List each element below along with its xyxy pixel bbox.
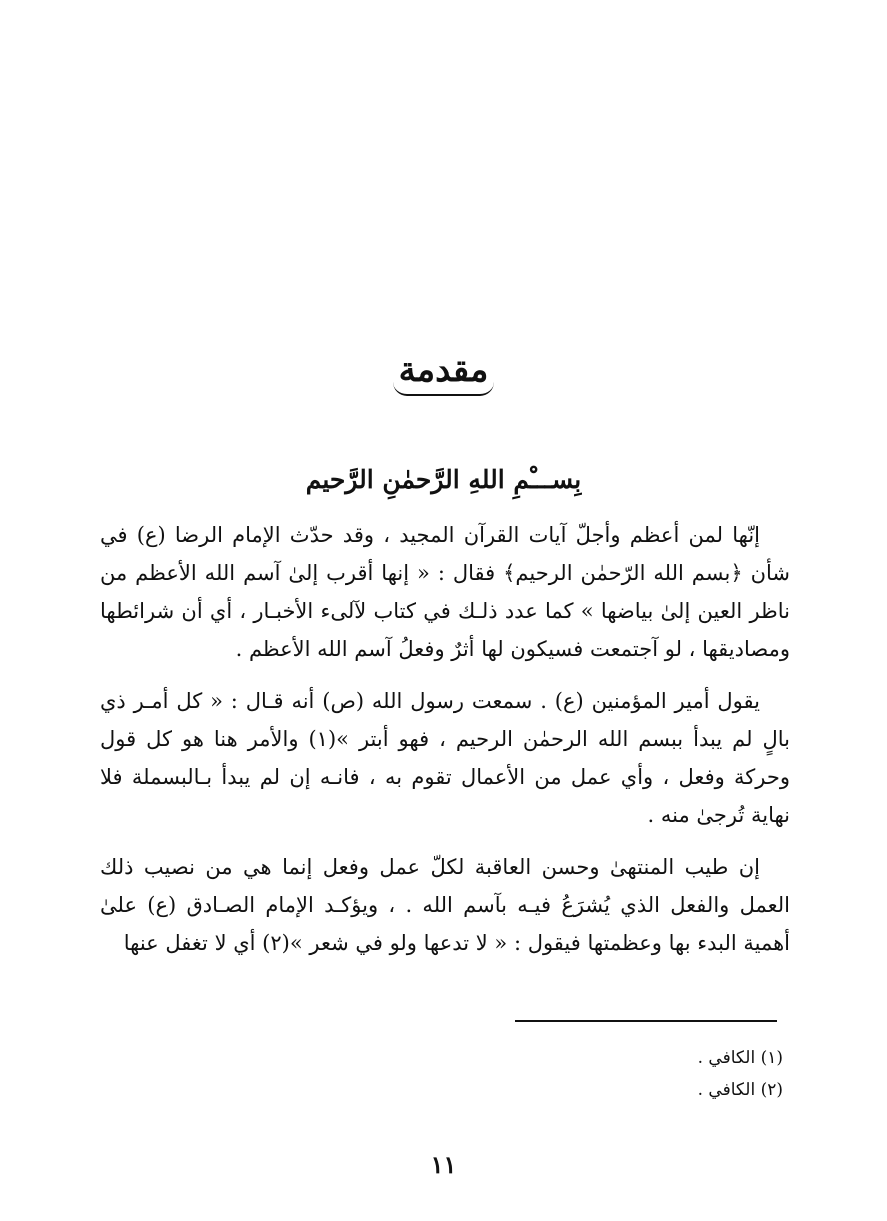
paragraph-text: إنّها لمن أعظم وأجلّ آيات القرآن المجيد ، وقد حدّث الإمام الرضا (ع) في شأن ﴿بسم الله الرّحمٰن الرحيم﴾ فقال : « إنها أقرب إلىٰ آسم الله الأعظم من ناظر العين إلىٰ بياضها » كما عدد ذلـك في كتاب لآلىء الأخبـار ، أي أن شرائطها ومصاديقها ، لو آجتمعت فسيكون لها أثرٌ وفعلُ آسم الله الأعظم . (100, 523, 790, 661)
footnote-2: (٢) الكافي . (697, 1080, 783, 1100)
paragraph-text: يقول أمير المؤمنين (ع) . سمعت رسول الله (ص) أنه قـال : « كل أمـر ذي بالٍ لم يبدأ ببسم الله الرحمٰن الرحيم ، فهو أبتر »(١) والأمر هنا هو كل قول وحركة وفعل ، وأي عمل من الأعمال تقوم به ، فانـه إن لم يبدأ بـالبسملة فلا نهاية تُرجىٰ منه . (100, 689, 790, 827)
body-text (100, 516, 790, 976)
page-number: ١١ (430, 1150, 457, 1179)
paragraph-text: إن طيب المنتهىٰ وحسن العاقبة لكلّ عمل وفعل إنما هي من نصيب ذلك العمل والفعل الذي يُشرَعُ فيـه بآسم الله . ، ويؤكـد الإمام الصـادق (ع) علىٰ أهمية البدء بها وعظمتها فيقول : « لا تدعها ولو في شعر »(٢) أي لا تغفل عنها (100, 855, 790, 955)
paragraph-2 (100, 682, 790, 834)
footnote-divider (515, 1020, 777, 1022)
chapter-title: مقدمة (393, 348, 495, 396)
paragraph-1 (100, 516, 790, 668)
basmala-line: بِســـْمِ اللهِ الرَّحمٰنِ الرَّحيم (305, 465, 582, 494)
footnote-1: (١) الكافي . (697, 1048, 783, 1068)
footnotes (100, 1042, 783, 1106)
paragraph-3 (100, 848, 790, 962)
chapter-heading (0, 348, 887, 396)
